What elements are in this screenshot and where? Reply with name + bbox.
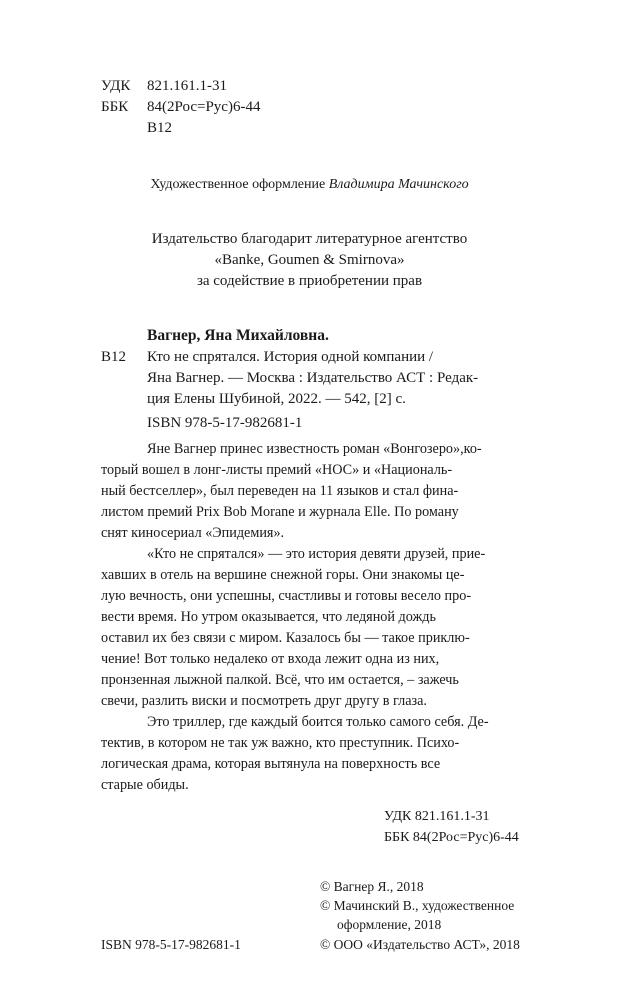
annotation-line: хавших в отель на вершине снежной горы. Они знакомы це- bbox=[101, 567, 465, 583]
copyright-isbn: ISBN 978-5-17-982681-1 bbox=[101, 937, 241, 952]
annotation-line: Это триллер, где каждый боится только самого себя. Де- bbox=[147, 714, 489, 730]
annotation-line: лую вечность, они успешны, счастливы и готовы весело про- bbox=[101, 588, 472, 604]
classification-code: В12 bbox=[147, 120, 173, 136]
udk-label: УДК bbox=[101, 78, 131, 94]
catalog-isbn: ISBN 978-5-17-982681-1 bbox=[147, 415, 303, 431]
annotation-line: «Кто не спрятался» — это история девяти друзей, прие- bbox=[147, 546, 486, 562]
acknowledgment-line-3: за содействие в приобретении прав bbox=[196, 273, 423, 289]
footer-udk: УДК 821.161.1-31 bbox=[384, 809, 490, 824]
annotation-line: листом премий Prix Bob Morane и журнала Elle. По роману bbox=[101, 504, 459, 520]
annotation-line: тектив, в котором не так уж важно, кто преступник. Психо- bbox=[101, 735, 460, 751]
annotation-line: вести время. Но утром оказывается, что ледяной дождь bbox=[101, 609, 436, 625]
annotation-line: оставил их без связи с миром. Казалось бы — такое приклю- bbox=[101, 630, 470, 646]
annotation-line: старые обиды. bbox=[101, 777, 189, 793]
catalog-description-line-1: Кто не спрятался. История одной компании / bbox=[147, 349, 434, 365]
acknowledgment-line-1: Издательство благодарит литературное агентство bbox=[151, 231, 468, 247]
bbk-label: ББК bbox=[101, 99, 129, 115]
footer-bbk: ББК 84(2Рос=Рус)6-44 bbox=[384, 830, 519, 845]
bbk-line bbox=[101, 98, 260, 116]
annotation-line: пронзенная лыжной палкой. Всё, что им остается, – зажечь bbox=[101, 672, 459, 688]
design-credit-prefix: Художественное оформление bbox=[150, 177, 326, 192]
catalog-description-line-3: ция Елены Шубиной, 2022. — 542, [2] с. bbox=[147, 391, 406, 407]
annotation-paragraph-3 bbox=[101, 712, 511, 796]
copyright-designer-cont: оформление, 2018 bbox=[337, 917, 442, 932]
udk-line bbox=[101, 77, 227, 95]
copyright-author: © Вагнер Я., 2018 bbox=[320, 879, 424, 894]
catalog-code: В12 bbox=[101, 349, 127, 365]
udk-value: 821.161.1-31 bbox=[147, 78, 227, 94]
annotation-line: Яне Вагнер принес известность роман «Вонгозеро»,ко- bbox=[147, 441, 482, 457]
annotation-line: чение! Вот только недалеко от входа лежит одна из них, bbox=[101, 651, 440, 667]
annotation-line: свечи, разлить виски и посмотреть друг другу в глаза. bbox=[101, 693, 427, 709]
annotation-line: логическая драма, которая вытянула на поверхность все bbox=[101, 756, 441, 772]
design-credit-name: Владимира Мачинского bbox=[328, 177, 469, 192]
acknowledgment-line-2: «Banke, Goumen & Smirnova» bbox=[214, 252, 405, 268]
annotation-paragraph-1 bbox=[101, 439, 511, 544]
annotation-line: снят киносериал «Эпидемия». bbox=[101, 525, 285, 541]
copyright-publisher: © ООО «Издательство АСТ», 2018 bbox=[320, 937, 520, 952]
catalog-author: Вагнер, Яна Михайловна. bbox=[147, 327, 329, 344]
bbk-value: 84(2Рос=Рус)6-44 bbox=[147, 99, 261, 115]
annotation-line: ный бестселлер», был переведен на 11 языков и стал фина- bbox=[101, 483, 459, 499]
design-credit bbox=[0, 176, 619, 193]
catalog-description-line-2: Яна Вагнер. — Москва : Издательство АСТ : Редак- bbox=[147, 370, 479, 386]
annotation-line: торый вошел в лонг-листы премий «НОС» и «Националь- bbox=[101, 462, 453, 478]
annotation-paragraph-2 bbox=[101, 544, 511, 712]
copyright-designer: © Мачинский В., художественное bbox=[320, 898, 515, 913]
